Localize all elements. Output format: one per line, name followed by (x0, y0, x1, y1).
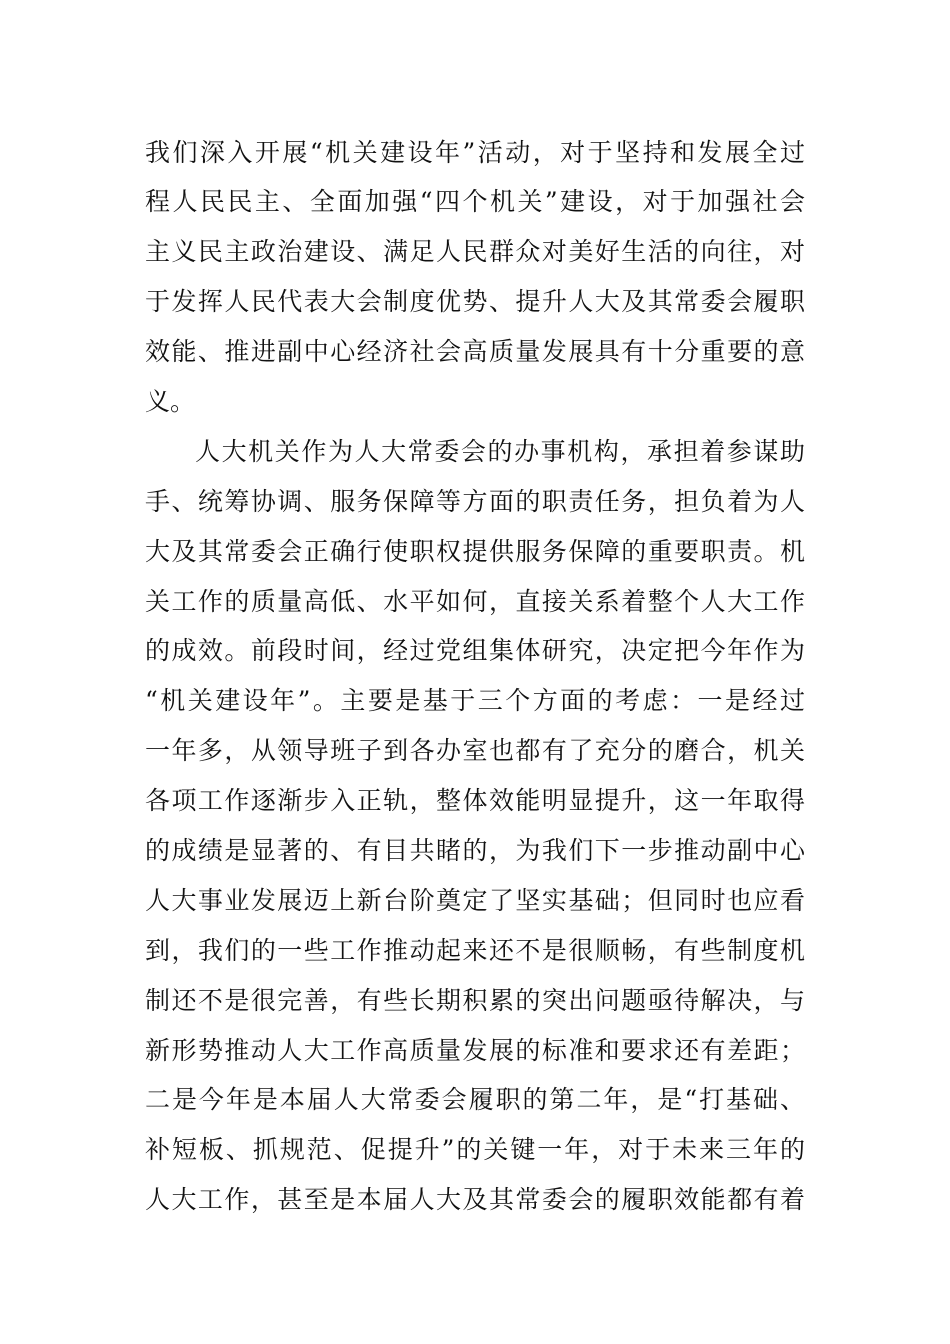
paragraph-2-line-7: 一年多，从领导班子到各办室也都有了充分的磨合，机关 (145, 736, 805, 765)
paragraph-1-line-4: 于发挥人民代表大会制度优势、提升人大及其常委会履职 (145, 287, 805, 316)
paragraph-1-line-1: 我们深入开展“机关建设年”活动，对于坚持和发展全过 (145, 138, 805, 167)
paragraph-2-line-10: 人大事业发展迈上新台阶奠定了坚实基础；但同时也应看 (145, 886, 805, 915)
paragraph-1-line-3: 主义民主政治建设、满足人民群众对美好生活的向往，对 (145, 237, 805, 266)
paragraph-2-line-16: 人大工作，甚至是本届人大及其常委会的履职效能都有着 (145, 1185, 805, 1214)
paragraph-2-line-1: 人大机关作为人大常委会的办事机构，承担着参谋助 (195, 437, 805, 466)
paragraph-1-line-5: 效能、推进副中心经济社会高质量发展具有十分重要的意 (145, 337, 805, 366)
paragraph-2-line-2: 手、统筹协调、服务保障等方面的职责任务，担负着为人 (145, 487, 805, 516)
paragraph-2-line-14: 二是今年是本届人大常委会履职的第二年，是“打基础、 (145, 1085, 805, 1114)
paragraph-2-line-6: “机关建设年”。主要是基于三个方面的考虑：一是经过 (145, 686, 805, 715)
paragraph-2-line-15: 补短板、抓规范、促提升”的关键一年，对于未来三年的 (145, 1135, 805, 1164)
paragraph-2-line-5: 的成效。前段时间，经过党组集体研究，决定把今年作为 (145, 636, 805, 665)
paragraph-1-line-6: 义。 (145, 387, 196, 416)
paragraph-1-line-2: 程人民民主、全面加强“四个机关”建设，对于加强社会 (145, 187, 805, 216)
paragraph-2-line-3: 大及其常委会正确行使职权提供服务保障的重要职责。机 (145, 537, 805, 566)
paragraph-2-line-13: 新形势推动人大工作高质量发展的标准和要求还有差距； (145, 1036, 805, 1065)
paragraph-2-line-4: 关工作的质量高低、水平如何，直接关系着整个人大工作 (145, 587, 805, 616)
paragraph-2-line-12: 制还不是很完善，有些长期积累的突出问题亟待解决，与 (145, 986, 805, 1015)
paragraph-2-line-11: 到，我们的一些工作推动起来还不是很顺畅，有些制度机 (145, 936, 805, 965)
paragraph-2-line-9: 的成绩是显著的、有目共睹的，为我们下一步推动副中心 (145, 836, 805, 865)
paragraph-2-line-8: 各项工作逐渐步入正轨，整体效能明显提升，这一年取得 (145, 786, 805, 815)
